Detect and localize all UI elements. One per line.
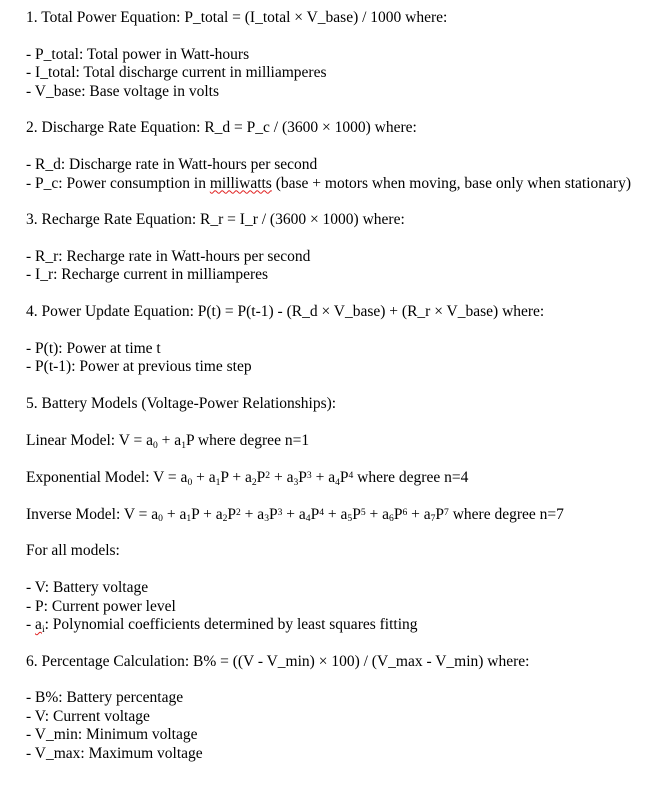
linear-model-equation: Linear Model: $V = a_0 + a_1P$ where degree n=1 xyxy=(26,431,310,451)
section5-item-ai: - $a_i$: Polynomial coefficients determined by least squares fitting xyxy=(26,615,418,635)
section5-item-v: - V: Battery voltage xyxy=(26,579,149,597)
poly-term: $a_6P^6$ xyxy=(382,505,408,525)
poly-term: $a_4P^4$ xyxy=(328,468,354,488)
section2-item-pc xyxy=(26,175,648,193)
section6-item-v: - V: Current voltage xyxy=(26,707,150,725)
poly-term: $a_4P^4$ xyxy=(298,505,325,525)
poly-term: $a_3P^3$ xyxy=(257,505,283,525)
poly-term: $a_3P^3$ xyxy=(286,468,312,488)
section4-item-pt-1: - P(t-1): Power at previous time step xyxy=(26,358,252,376)
exponential-model-polynomial: $a_0 + a_1P + a_2P^2 + a_3P^3 + a_4P^4$ xyxy=(180,468,354,488)
poly-term: $a_1P$ xyxy=(179,505,200,525)
section2-heading: 2. Discharge Rate Equation: R_d = P_c / (3600 × 1000) where: xyxy=(26,119,417,137)
section5-heading: 5. Battery Models (Voltage-Power Relationships): xyxy=(26,395,337,413)
poly-term: $a_1P$ xyxy=(174,431,195,451)
section6-item-bpct: - B%: Battery percentage xyxy=(26,689,184,707)
section2-item-pc-prefix: - P_c: Power consumption in xyxy=(26,174,210,192)
section3-item-ir: - I_r: Recharge current in milliamperes xyxy=(26,266,269,284)
section3-heading: 3. Recharge Rate Equation: R_r = I_r / (3600 × 1000) where: xyxy=(26,211,405,229)
poly-term: $a_0$ xyxy=(180,468,193,488)
section1-heading: 1. Total Power Equation: P_total = (I_total × V_base) / 1000 where: xyxy=(26,9,448,26)
section6-item-vmin: - V_min: Minimum voltage xyxy=(26,726,198,744)
section2-item-rd: - R_d: Discharge rate in Watt-hours per second xyxy=(26,156,318,174)
inverse-model-polynomial: $a_0 + a_1P + a_2P^2 + a_3P^3 + a_4P^4 + a_5P^5 + a_6P^6 + a_7P^7$ xyxy=(151,505,449,525)
section5-item-p: - P: Current power level xyxy=(26,597,176,615)
section1-item-vbase: - V_base: Base voltage in volts xyxy=(26,82,220,100)
poly-term: $a_2P^2$ xyxy=(215,505,241,525)
section1-item-ptotal: - P_total: Total power in Watt-hours xyxy=(26,45,250,63)
inverse-model-equation: Inverse Model: $V = a_0 + a_1P + a_2P^2 + a_3P^3 + a_4P^4 + a_5P^5 + a_6P^6 + a_7P^7$ where degree n=7 xyxy=(26,505,564,525)
document-body[interactable] xyxy=(26,9,648,763)
poly-term: $a_7P^7$ xyxy=(423,505,449,525)
section2-item-pc-suffix: (base + motors when moving, base only when stationary) xyxy=(271,174,631,192)
poly-term: $a_0$ xyxy=(146,431,158,451)
spellcheck-word-ai[interactable]: $a_i$ xyxy=(35,615,45,635)
section6-item-vmax: - V_max: Maximum voltage xyxy=(26,744,203,762)
for-all-models-label: For all models: xyxy=(26,542,120,560)
section1-item-itotal: - I_total: Total discharge current in milliamperes xyxy=(26,64,327,82)
poly-term: $a_2P^2$ xyxy=(244,468,271,488)
section4-heading: 4. Power Update Equation: P(t) = P(t-1) - (R_d × V_base) + (R_r × V_base) where: xyxy=(26,303,545,321)
poly-term: $a_0$ xyxy=(151,505,163,525)
spellcheck-word-milliwatts[interactable]: milliwatts xyxy=(209,174,272,192)
section4-item-pt: - P(t): Power at time t xyxy=(26,340,161,358)
poly-term: $a_5P^5$ xyxy=(340,505,366,525)
exponential-model-equation: Exponential Model: $V = a_0 + a_1P + a_2P^2 + a_3P^3 + a_4P^4$ where degree n=4 xyxy=(26,468,469,488)
poly-term: $a_1P$ xyxy=(208,468,229,488)
linear-model-polynomial: $a_0 + a_1P$ xyxy=(146,431,195,451)
section6-heading: 6. Percentage Calculation: B% = ((V - V_min) × 100) / (V_max - V_min) where: xyxy=(26,652,530,670)
section3-item-rr: - R_r: Recharge rate in Watt-hours per second xyxy=(26,248,311,266)
